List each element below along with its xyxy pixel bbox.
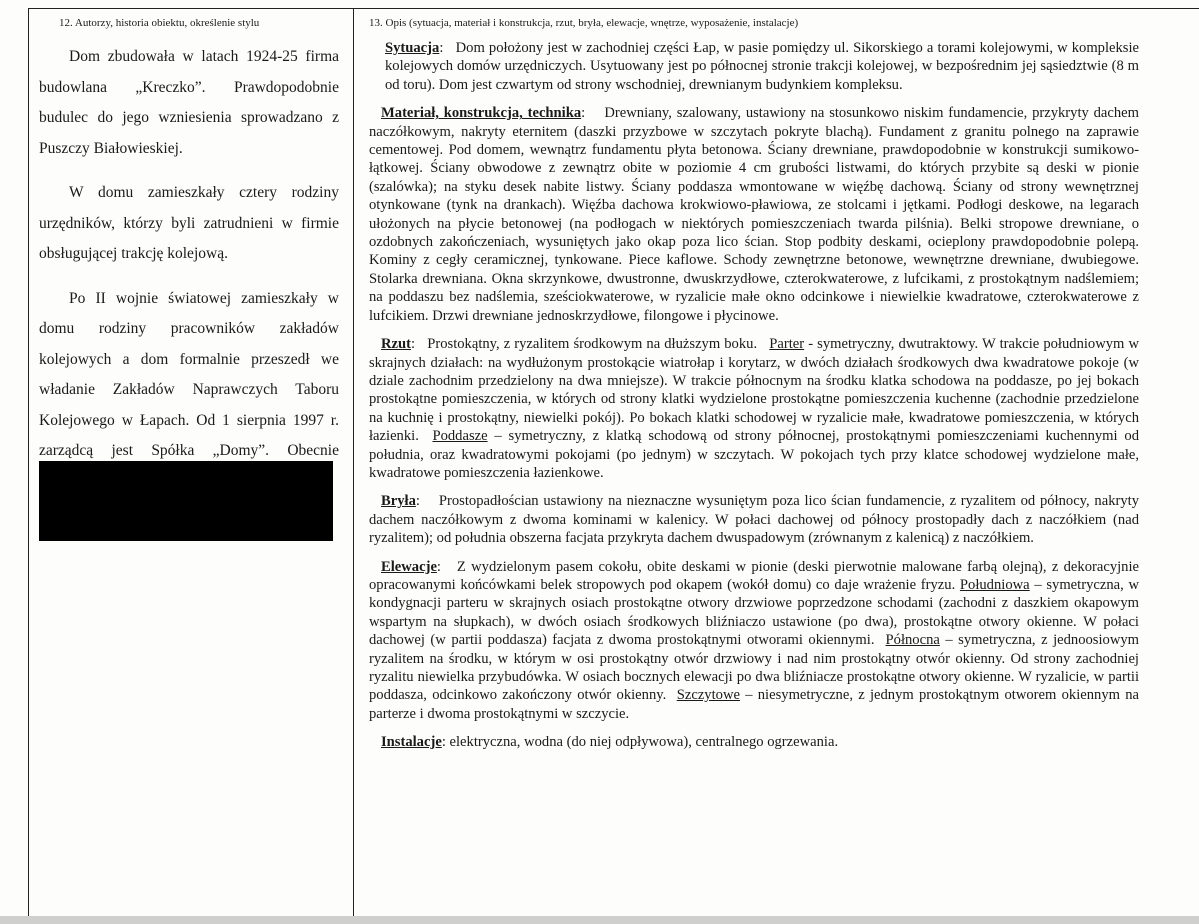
- section-rzut: Rzut: Prostokątny, z ryzalitem środkowym na dłuższym boku. Parter - symetryczny, dwutraktowy. W trakcie południowym w skrajnych działach: na wydłużonym prostokącie wiatrołap i korytarz, w dwóch działach środkowych dwa kwadratowe pokoje (w dziale zachodnim przedzielony na dwa mniejsze). W trakcie północnym na środku klatka schodowa na poddasze, po jej bokach prostokątne pomieszczenia, w których od strony klatki wydzielone prostokątne pomieszczenia kuchenne (zachodnie przedzielone na kuchnię i prostokątny, niewielki pokój). Po bokach klatki schodowej w ryzalicie małe, kwadratowe pomieszczenia, w których łazienki. Poddasze – symetryczny, z klatką schodową od strony północnej, prostokątnymi pomieszczeniami kuchennymi od południa, oraz kwadratowymi pokojami (po jednym) w szczytach. W pokojach tych przy klatce schodowej wydzielone małe, kwadratowe pomieszczenia łazienkowe.: [369, 336, 1140, 481]
- text-instalacje: elektryczna, wodna (do niej odpływowa), centralnego ogrzewania.: [449, 734, 839, 751]
- label-parter: Parter: [769, 336, 805, 353]
- label-szczytowe: Szczytowe: [676, 687, 740, 704]
- form-left-border: [28, 8, 29, 924]
- description-column: [369, 16, 1139, 762]
- heading-material: Materiał, konstrukcja, technika: [381, 105, 582, 122]
- section-instalacje: Instalacje: elektryczna, wodna (do niej odpływowa), centralnego ogrzewania.: [381, 734, 839, 751]
- section-sytuacja: Sytuacja: Dom położony jest w zachodniej części Łap, w pasie pomiędzy ul. Sikorskiego a torami kolejowymi, w kompleksie kolejowych domów urzędniczych. Usytuowany jest po północnej stronie trakcji kolejowej, w bezpośrednim jej sąsiedztwie (8 m od toru). Dom jest czwartym od strony wschodniej, drewnianym budynkiem kompleksu.: [385, 40, 1140, 93]
- text-sytuacja: Dom położony jest w zachodniej części Łap, w pasie pomiędzy ul. Sikorskiego a torami kolejowymi, w kompleksie kolejowych domów urzędniczych. Usytuowany jest po północnej stronie trakcji kolejowej, w bezpośrednim jej sąsiedztwie (8 m od toru). Dom jest czwartym od strony wschodniej, drewnianym budynkiem kompleksu.: [385, 40, 1140, 93]
- text-rzut-2: - symetryczny, dwutraktowy. W trakcie południowym w skrajnych działach: na wydłużonym prostokącie wiatrołap i korytarz, w dwóch działach środkowych dwa kwadratowe pokoje (w dziale zachodnim przedzielony na dwa mniejsze). W trakcie północnym na środku klatka schodowa na poddasze, po jej bokach prostokątne pomieszczenia, w których od strony klatki wydzielone prostokątne pomieszczenia kuchenne (zachodnie przedzielone na kuchnię i prostokątny, niewielki pokój). Po bokach klatki schodowej w ryzalicie małe, kwadratowe pomieszczenia, w których łazienki.: [369, 336, 1140, 445]
- history-paragraph-1: Dom zbudowała w latach 1924-25 firma budowlana „Kreczko”. Prawdopodobnie budulec do jego wzniesienia sprowadzano z Puszczy Białowieskiej.: [39, 48, 339, 157]
- heading-instalacje: Instalacje: [381, 734, 442, 751]
- text-rzut-1: Prostokątny, z ryzalitem środkowym na dłuższym boku.: [427, 336, 758, 353]
- form-column-divider: [353, 8, 354, 924]
- text-elewacje-1: Z wydzielonym pasem cokołu, obite deskami w pionie (deski pierwotnie malowane farbą olejną), z dekoracyjnie opracowanymi końcówkami belek stropowych pod okapem (wokół domu) co daje wrażenie fryzu.: [369, 558, 1140, 593]
- text-elewacje-4: – niesymetryczne, z jednym prostokątnym otworem okiennym na parterze i dwoma prostokątnymi w szczycie.: [369, 687, 1139, 722]
- heading-sytuacja: Sytuacja: [385, 40, 440, 56]
- heading-bryla: Bryła: [381, 493, 416, 510]
- heading-elewacje: Elewacje: [381, 558, 437, 575]
- history-text: [39, 42, 339, 497]
- redaction-block: [39, 461, 333, 541]
- scan-bottom-edge: [0, 916, 1199, 924]
- form-top-border: [28, 8, 1199, 9]
- history-paragraph-2: W domu zamieszkały cztery rodziny urzędników, którzy byli zatrudnieni w firmie obsługującej trakcję kolejową.: [39, 184, 339, 262]
- history-column: [39, 16, 339, 511]
- text-rzut-3: – symetryczny, z klatką schodową od strony północnej, prostokątnymi pomieszczeniami kuchennymi od południa, oraz kwadratowymi pokojami (po jednym) w szczytach. W pokojach tych przy klatce schodowej wydzielone małe, kwadratowe pomieszczenia łazienkowe.: [369, 428, 1139, 481]
- section-material: Materiał, konstrukcja, technika: Drewniany, szalowany, ustawiony na stosunkowo niskim fundamencie, przykryty dachem naczółkowym, nakryty eternitem (daszki przyzbowe w szczytach pokryte blachą). Fundament z granitu polnego na zaprawie cementowej. Pod domem, wewnątrz fundamentu płyta betonowa. Ściany drewniane, prawdopodobnie w konstrukcji sumikowo-łątkowej. Ściany obwodowe z zewnątrz obite w poziomie 4 cm grubości listwami, do których przybite są deski w pionie (szalówka); na styku desek nabite listwy. Ściany poddasza wmontowane w więźbę dachową. Ściany od strony wewnętrznej otynkowane (tynk na drankach). Więźba dachowa krokwiowo-pławiowa, ze stolcami i jętkami. Podłogi deskowe, na legarach ułożonych na płycie betonowej (na podłogach w niektórych pomieszczeniach twarda pilśnia). Belki stropowe drewniane, o ozdobnych zakończeniach, wysuniętych jako okap poza lico ścian. Stop podbity deskami, ocieplony prawdopodobnie polepą. Kominy z cegły ceramicznej, tynkowane. Piece kaflowe. Schody zewnętrzne betonowe, wewnętrzne drewniane, dwubiegowe. Stolarka drewniana. Okna skrzynkowe, dwustronne, dwuskrzydłowe, czterokwaterowe, z lufcikami, z prostokątnym nadślemiem; na poddaszu bez nadślemia, sześciokwaterowe, w ryzalicie małe okno odcinkowe i niewielkie kwadratowe, czterokwaterowe z lufcikiem. Drzwi drewniane jednoskrzydłowe, filongowe i płycinowe.: [369, 105, 1139, 324]
- description-header: 13. Opis (sytuacja, materiał i konstrukcja, rzut, bryła, elewacje, wnętrze, wyposażenie, instalacje): [369, 17, 799, 29]
- text-bryla: Prostopadłościan ustawiony na nieznaczne wysuniętym poza lico ścian fundamencie, z ryzalitem od północy, nakryty dachem naczółkowym z dwoma kominami w kalenicy. W połaci dachowej od północy prostopadły dach z naczółkiem (nad ryzalitem); od południa obszerna facjata przykryta dachem dwuspadowym (zrównanym z kalenicą) z naczółkiem.: [369, 493, 1140, 547]
- text-elewacje-3: – symetryczna, z jednoosiowym ryzalitem na środku, w którym w osi prostokątny otwór drzwiowy i nad nim prostokątny otwór okienny. Od strony zachodniej ryzalitu niewielka przybudówka. W osiach bocznych elewacji po dwa bliźniacze prostokątne otwory okienne. W ryzalicie, w partii poddasza, odcinkowo zakończony otwór okienny.: [369, 632, 1140, 704]
- description-text: [369, 39, 1139, 752]
- heading-rzut: Rzut: [381, 336, 411, 353]
- section-elewacje: Elewacje: Z wydzielonym pasem cokołu, obite deskami w pionie (deski pierwotnie malowane farbą olejną), z dekoracyjnie opracowanymi końcówkami belek stropowych pod okapem (wokół domu) co daje wrażenie fryzu. Południowa – symetryczna, w kondygnacji parteru w skrajnych osiach prostokątne otwory drzwiowe poprzedzone schodami (zachodni z daszkiem okapowym wspartym na słupkach), w dwóch osiach środkowych bliźniaczo ustawione (po dwa), prostokątne otwory okienne. W połaci dachowej (w partii poddasza) facjata z dwoma prostokątnymi otworami okiennymi. Północna – symetryczna, z jednoosiowym ryzalitem na środku, w którym w osi prostokątny otwór drzwiowy i nad nim prostokątny otwór okienny. Od strony zachodniej ryzalitu niewielka przybudówka. W osiach bocznych elewacji po dwa bliźniacze prostokątne otwory okienne. W ryzalicie, w partii poddasza, odcinkowo zakończony otwór okienny. Szczytowe – niesymetryczne, z jednym prostokątnym otworem okiennym na parterze i dwoma prostokątnymi w szczycie.: [369, 558, 1140, 722]
- section-bryla: Bryła: Prostopadłościan ustawiony na nieznaczne wysuniętym poza lico ścian fundamencie, z ryzalitem od północy, nakryty dachem naczółkowym z dwoma kominami w kalenicy. W połaci dachowej od północy prostopadły dach z naczółkiem (nad ryzalitem); od południa obszerna facjata przykryta dachem dwuspadowym (zrównanym z kalenicą) z naczółkiem.: [369, 493, 1140, 547]
- history-header: 12. Autorzy, historia obiektu, określenie stylu: [59, 17, 260, 29]
- text-material: Drewniany, szalowany, ustawiony na stosunkowo niskim fundamencie, przykryty dachem naczółkowym, nakryty eternitem (daszki przyzbowe w szczytach pokryte blachą). Fundament z granitu polnego na zaprawie cementowej. Pod domem, wewnątrz fundamentu płyta betonowa. Ściany drewniane, prawdopodobnie w konstrukcji sumikowo-łątkowej. Ściany obwodowe z zewnątrz obite w poziomie 4 cm grubości listwami, do których przybite są deski w pionie (szalówka); na styku desek nabite listwy. Ściany poddasza wmontowane w więźbę dachową. Ściany od strony wewnętrznej otynkowane (tynk na drankach). Więźba dachowa krokwiowo-pławiowa, ze stolcami i jętkami. Podłogi deskowe, na legarach ułożonych na płycie betonowej (na podłogach w niektórych pomieszczeniach twarda pilśnia). Belki stropowe drewniane, o ozdobnych zakończeniach, wysuniętych jako okap poza lico ścian. Stop podbity deskami, ocieplony prawdopodobnie polepą. Kominy z cegły ceramicznej, tynkowane. Piece kaflowe. Schody zewnętrzne betonowe, wewnętrzne drewniane, dwubiegowe. Stolarka drewniana. Okna skrzynkowe, dwustronne, dwuskrzydłowe, czterokwaterowe, z lufcikami, z prostokątnym nadślemiem; na poddaszu bez nadślemia, sześciokwaterowe, w ryzalicie małe okno odcinkowe i niewielkie kwadratowe, czterokwaterowe z lufcikiem. Drzwi drewniane jednoskrzydłowe, filongowe i płycinowe.: [369, 105, 1139, 324]
- label-poddasze: Poddasze: [432, 428, 488, 445]
- label-poludniowa: Południowa: [959, 576, 1030, 593]
- label-polnocna: Północna: [885, 632, 940, 649]
- text-elewacje-2: – symetryczna, w kondygnacji parteru w skrajnych osiach prostokątne otwory drzwiowe poprzedzone schodami (zachodni z daszkiem okapowym wspartym na słupkach), w dwóch osiach środkowych bliźniaczo ustawione (po dwa), prostokątne otwory okienne. W połaci dachowej (w partii poddasza) facjata z dwoma prostokątnymi otworami okiennymi.: [369, 576, 1139, 649]
- history-paragraph-3-text: Po II wojnie światowej zamieszkały w domu rodziny pracowników zakładów kolejowych a dom formalnie przeszedł we władanie Zakładów Naprawczych Taboru Kolejowego w Łapach. Od 1 sierpnia 1997 r. zarządcą jest Spółka „Domy”. Obecnie: [39, 289, 339, 459]
